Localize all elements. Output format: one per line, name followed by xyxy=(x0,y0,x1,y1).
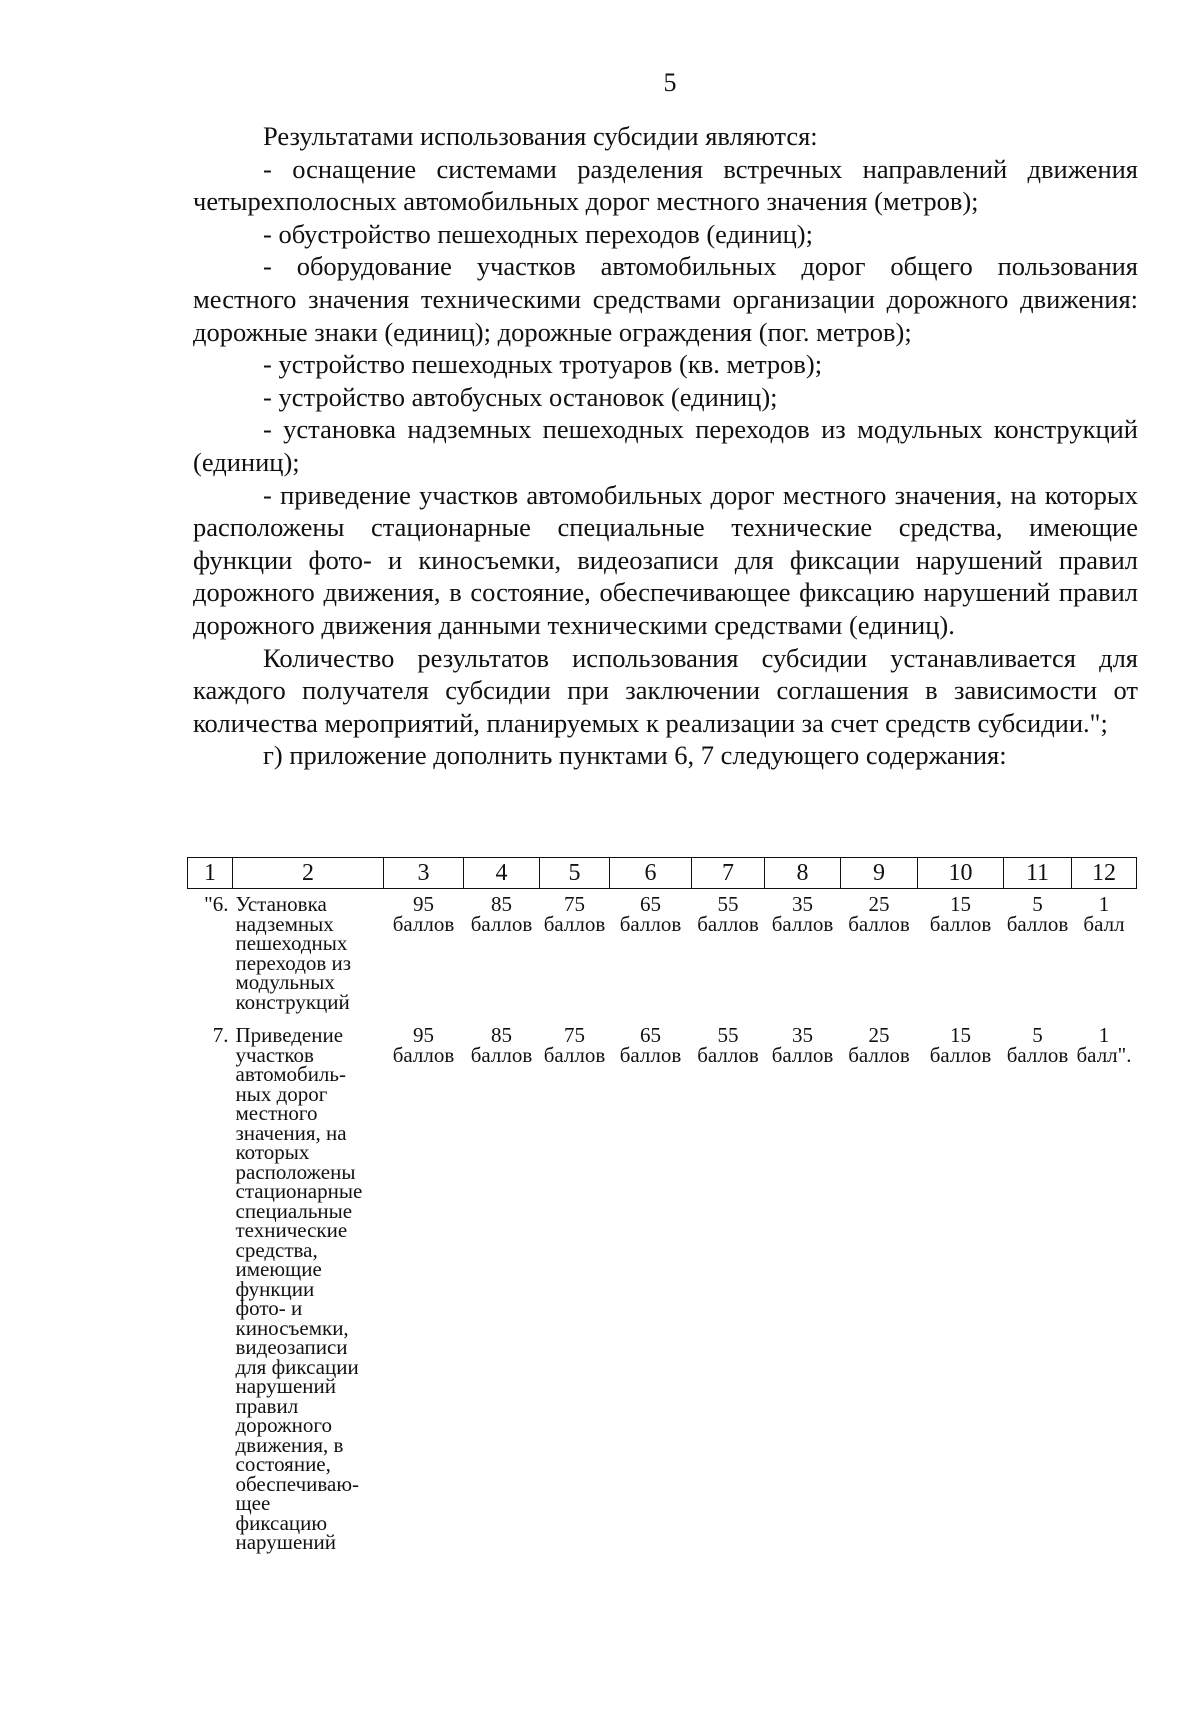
score-unit: баллов xyxy=(929,911,992,936)
score-unit: баллов xyxy=(470,1042,533,1067)
score-cell xyxy=(765,1012,841,1553)
column-header: 2 xyxy=(233,858,384,889)
column-header: 1 xyxy=(188,858,233,889)
score-unit: баллов xyxy=(697,1042,759,1067)
paragraph: - устройство автобусных остановок (единиц); xyxy=(263,381,778,412)
table-row xyxy=(188,1012,1137,1553)
paragraph: - обустройство пешеходных переходов (единиц); xyxy=(263,218,813,249)
score-value: 75 xyxy=(564,892,585,916)
score-unit: баллов xyxy=(392,1042,455,1067)
paragraph: Количество результатов использования субсидии устанавливается для каждого получателя субсидии при заключении соглашения в зависимости от количества мероприятий, планируемых к реализации за счет средств субсидии."; xyxy=(193,642,1138,738)
score-cell xyxy=(918,889,1004,1013)
column-header: 3 xyxy=(384,858,464,889)
row-description: Установка надземных пешеходных переходов из модульных конструкций xyxy=(235,892,352,1014)
column-header: 7 xyxy=(692,858,765,889)
column-header: 4 xyxy=(464,858,540,889)
score-cell xyxy=(841,889,918,1013)
paragraph: Результатами использования субсидии являются: xyxy=(263,121,818,151)
score-table xyxy=(187,857,1137,1553)
score-value: 75 xyxy=(564,1023,585,1047)
score-unit: баллов xyxy=(1006,1042,1069,1067)
score-value: 35 xyxy=(792,1023,813,1047)
column-header: 8 xyxy=(765,858,841,889)
score-unit: баллов xyxy=(848,1042,910,1067)
score-unit: баллов xyxy=(697,911,759,936)
score-value: 15 xyxy=(950,1023,971,1047)
page-number: 5 xyxy=(663,68,677,97)
score-unit: баллов xyxy=(848,911,910,936)
score-value: 95 xyxy=(413,892,434,916)
paragraph: - оборудование участков автомобильных дорог общего пользования местного значения техническими средствами организации дорожного движения: дорожные знаки (единиц); дорожные ограждения (пог. метров); xyxy=(193,251,1138,347)
score-value: 85 xyxy=(491,1023,512,1047)
score-cell xyxy=(692,1012,765,1553)
score-value: 25 xyxy=(868,892,890,916)
score-value: 5 xyxy=(1032,892,1043,916)
score-cell xyxy=(384,889,464,1013)
score-value: 65 xyxy=(640,892,661,916)
score-cell xyxy=(540,1012,610,1553)
column-header: 9 xyxy=(841,858,918,889)
paragraph: - установка надземных пешеходных переходов из модульных конструкций (единиц); xyxy=(193,414,1138,477)
score-unit: баллов xyxy=(929,1042,992,1067)
score-unit: баллов xyxy=(619,1042,682,1067)
score-value: 35 xyxy=(792,892,813,916)
score-cell xyxy=(384,1012,464,1553)
score-unit: баллов xyxy=(470,911,533,936)
score-value: 25 xyxy=(868,1023,890,1047)
score-unit: баллов xyxy=(771,1042,834,1067)
score-cell xyxy=(1004,1012,1072,1553)
score-cell xyxy=(464,889,540,1013)
score-cell xyxy=(540,889,610,1013)
score-cell xyxy=(464,1012,540,1553)
score-unit: баллов xyxy=(543,1042,606,1067)
score-cell xyxy=(1072,1012,1137,1553)
score-unit: баллов xyxy=(543,911,606,936)
paragraph: г) приложение дополнить пунктами 6, 7 следующего содержания: xyxy=(263,740,1007,771)
score-value: 95 xyxy=(413,1023,434,1047)
score-cell xyxy=(692,889,765,1013)
row-description: Приведение участков автомобиль- ных дорог местного значения, на которых расположены стационарные специальные технические средства, имеющие функции фото- и киносъемки, видеозаписи для фиксации нарушений правил дорожного движения, в состояние, обеспечиваю- щее фиксацию нарушений xyxy=(235,1023,363,1554)
score-value: 65 xyxy=(640,1023,661,1047)
row-number: "6. xyxy=(204,892,229,916)
score-value: 1 xyxy=(1098,892,1110,916)
paragraph: - оснащение системами разделения встречных направлений движения четырехполосных автомобильных дорог местного значения (метров); xyxy=(193,153,1138,217)
score-cell xyxy=(765,889,841,1013)
column-header: 11 xyxy=(1004,858,1072,889)
score-unit: баллов xyxy=(1006,911,1069,936)
score-value: 55 xyxy=(717,892,739,916)
score-value: 55 xyxy=(717,1023,739,1047)
table-row xyxy=(188,889,1137,1013)
row-number: 7. xyxy=(212,1023,229,1047)
score-value: 5 xyxy=(1032,1023,1043,1047)
score-value: 15 xyxy=(950,892,971,916)
table-header-row xyxy=(188,858,1137,889)
score-unit: баллов xyxy=(619,911,682,936)
column-header: 10 xyxy=(918,858,1004,889)
score-cell xyxy=(610,889,692,1013)
paragraph: - устройство пешеходных тротуаров (кв. метров); xyxy=(263,349,823,380)
score-cell xyxy=(1072,889,1137,1013)
score-unit: баллов xyxy=(392,911,455,936)
column-header: 5 xyxy=(540,858,610,889)
column-header: 6 xyxy=(610,858,692,889)
score-unit: баллов xyxy=(771,911,834,936)
score-unit: балл xyxy=(1083,911,1125,936)
score-cell xyxy=(841,1012,918,1553)
paragraph: - приведение участков автомобильных дорог местного значения, на которых расположены стационарные специальные технические средства, имеющие функции фото- и киносъемки, видеозаписи для фиксации нарушений правил дорожного движения, в состояние, обеспечивающее фиксацию нарушений правил дорожного движения данными техническими средствами (единиц). xyxy=(193,479,1138,640)
document-body xyxy=(193,120,1138,772)
column-header: 12 xyxy=(1072,858,1137,889)
score-cell xyxy=(918,1012,1004,1553)
score-unit: балл". xyxy=(1076,1042,1132,1067)
score-value: 1 xyxy=(1098,1023,1110,1047)
score-cell xyxy=(1004,889,1072,1013)
score-cell xyxy=(610,1012,692,1553)
score-value: 85 xyxy=(491,892,512,916)
